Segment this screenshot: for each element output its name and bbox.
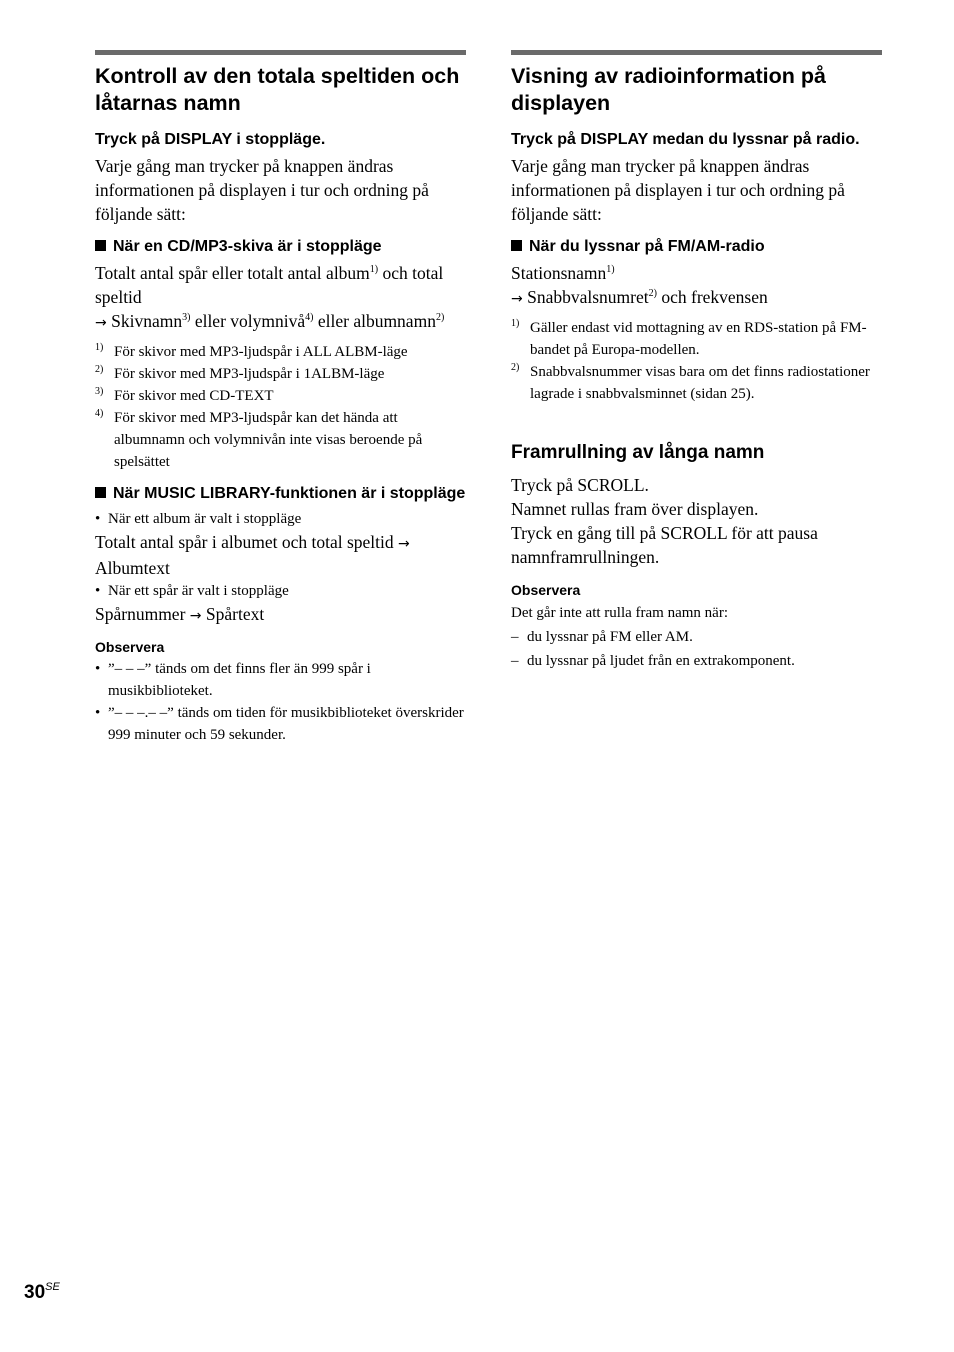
footnote: 4) För skivor med MP3-ljudspår kan det hända att albumnamn och volymnivån inte visas beroende på spelsättet — [95, 408, 423, 470]
note-heading: Observera — [511, 582, 581, 598]
display-sequence-radio: Stationsnamn$^{1)}$ → Snabbvalsnumret$^{2)}$ och frekvensen — [511, 261, 882, 311]
heading-rule — [511, 50, 882, 55]
square-bullet-icon — [511, 240, 522, 251]
footnote: 3) För skivor med CD-TEXT — [95, 386, 274, 404]
display-sequence-album: Totalt antal spår i albumet och total speltid → Albumtext — [95, 532, 410, 578]
left-column — [95, 50, 466, 746]
note-intro: Det går inte att rulla fram namn när: — [511, 605, 728, 621]
square-bullet-icon — [95, 487, 106, 498]
footnotes-cd — [95, 341, 466, 473]
subheading-fm-am: När du lyssnar på FM/AM-radio — [511, 236, 882, 258]
display-sequence-cd: Totalt antal spår eller totalt antal album$^{1)}$ och total speltid → Skivnamn$^{3)}$ eller volymnivå$^{4)}$ eller albumnamn$^{2)}$ — [95, 261, 466, 335]
intro-text: Varje gång man trycker på knappen ändras informationen på displayen i tur och ordning på följande sätt: — [95, 156, 429, 224]
section-heading-radio-info: Visning av radioinformation på displayen — [511, 64, 826, 115]
section-heading-scroll: Framrullning av långa namn — [511, 442, 765, 463]
bullet-item: • När ett spår är valt i stoppläge — [95, 583, 289, 599]
instruction: Tryck på DISPLAY i stoppläge. — [95, 131, 326, 148]
footnote: 2) För skivor med MP3-ljudspår i 1ALBM-läge — [95, 364, 385, 382]
arrow-right-icon: → — [511, 291, 523, 307]
bullet-item: • När ett album är valt i stoppläge — [95, 511, 302, 527]
subheading-cd-mp3: När en CD/MP3-skiva är i stoppläge — [95, 236, 466, 258]
subheading-music-library: När MUSIC LIBRARY-funktionen är i stoppläge — [95, 483, 466, 505]
display-sequence-track: Spårnummer → Spårtext — [95, 602, 466, 628]
page-number: $30^{SE}$ — [24, 1281, 60, 1303]
scroll-instructions: Tryck på SCROLL. Namnet rullas fram över displayen. Tryck en gång till på SCROLL för att pausa namnframrullningen. — [511, 475, 818, 567]
note-item: – du lyssnar på ljudet från en extrakomponent. — [511, 653, 795, 669]
arrow-right-icon: → — [398, 536, 410, 552]
footnote: 1) Gäller endast vid mottagning av en RDS-station på FM-bandet på Europa-modellen. — [511, 318, 867, 358]
arrow-right-icon: → — [95, 315, 107, 331]
instruction: Tryck på DISPLAY medan du lyssnar på radio. — [511, 131, 860, 148]
intro-text: Varje gång man trycker på knappen ändras informationen på displayen i tur och ordning på följande sätt: — [511, 156, 845, 224]
right-column — [511, 50, 882, 673]
section-heading-total-time: Kontroll av den totala speltiden och låtarnas namn — [95, 64, 460, 115]
footnote: 2) Snabbvalsnummer visas bara om det finns radiostationer lagrade i snabbvalsminnet (sidan 25). — [511, 362, 870, 402]
footnote: 1) För skivor med MP3-ljudspår i ALL ALBM-läge — [95, 342, 408, 360]
square-bullet-icon — [95, 240, 106, 251]
arrow-right-icon: → — [189, 608, 202, 624]
note-item: – du lyssnar på FM eller AM. — [511, 629, 693, 645]
note-heading: Observera — [95, 639, 165, 655]
footnotes-radio — [511, 317, 882, 405]
heading-rule — [95, 50, 466, 55]
note-item: • ”– – –.– –” tänds om tiden för musikbiblioteket överskrider 999 minuter och 59 sekunder. — [95, 705, 464, 743]
note-item: • ”– – –” tänds om det finns fler än 999 spår i musikbiblioteket. — [95, 661, 371, 699]
